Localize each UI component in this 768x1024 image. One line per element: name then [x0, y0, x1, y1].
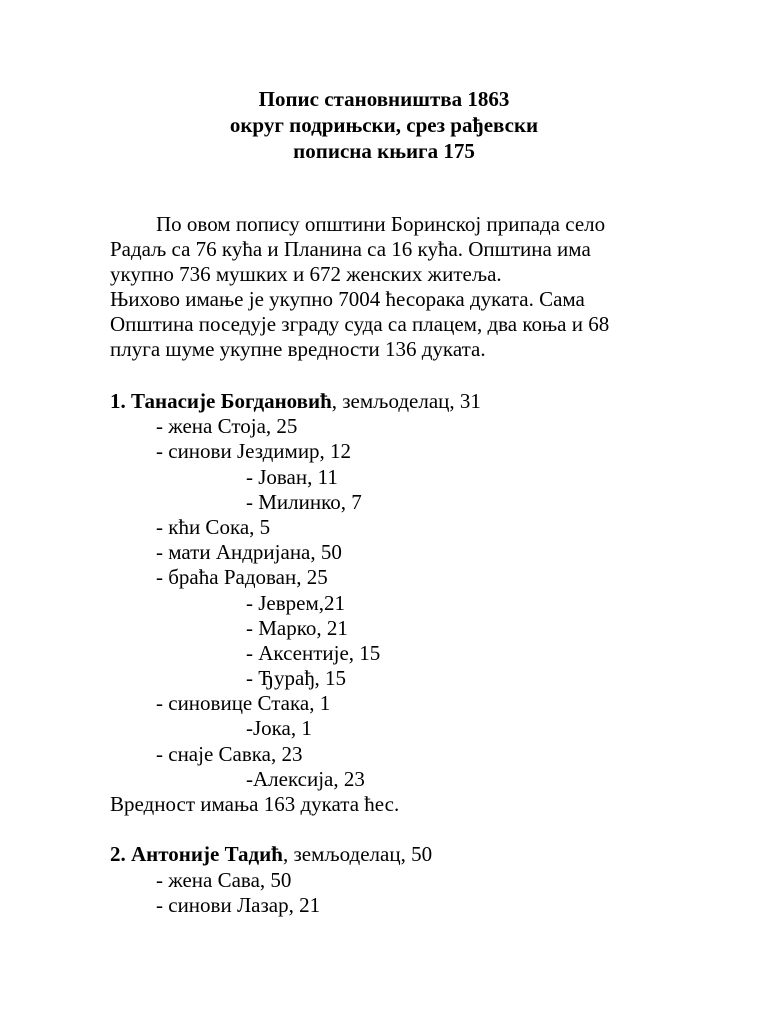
household-member: - Марко, 21	[246, 615, 348, 640]
document-title	[0, 86, 768, 164]
household-head-name: 2. Антоније Тадић	[110, 842, 283, 867]
household-member: - Ђурађ, 15	[246, 666, 346, 691]
household-head	[110, 842, 670, 867]
household-member: - синови Јездимир, 12	[156, 439, 352, 464]
household-member: - Јован, 11	[246, 464, 338, 489]
household-member: - кћи Сока, 5	[156, 514, 271, 539]
household-member: -Алексија, 23	[246, 766, 365, 791]
intro-line: Општина поседује зграду суда са плацем, два коња и 68	[110, 312, 610, 336]
household-member: - снаје Савка, 23	[156, 741, 303, 766]
household-member: - браћа Радован, 25	[156, 565, 328, 590]
intro-line: укупно 736 мушких и 672 женских житеља.	[110, 262, 502, 286]
household-member: - синови Лазар, 21	[156, 892, 321, 917]
household-member: - Милинко, 7	[246, 489, 362, 514]
household-member: - жена Стоја, 25	[156, 414, 298, 439]
intro-line: По овом попису општини Боринској припада село	[156, 212, 606, 236]
household-list	[110, 389, 670, 918]
household-head	[110, 389, 670, 414]
household-wealth: Вредност имања 163 дуката ћес.	[110, 792, 400, 816]
household-head-details: , земљоделац, 31	[331, 389, 481, 413]
title-line-1: Попис становништва 1863	[258, 87, 510, 111]
household-member: - жена Сава, 50	[156, 867, 292, 892]
household-head-name: 1. Танасије Богдановић	[110, 389, 332, 413]
intro-line: Њихово имање је укупно 7004 ћесорака дуката. Сама	[110, 287, 585, 311]
household-member: - Јеврем,21	[246, 590, 346, 615]
intro-paragraph	[110, 212, 670, 362]
intro-line: плуга шуме укупне вредности 136 дуката.	[110, 337, 486, 361]
blank-line	[110, 817, 670, 842]
household-member: - Аксентије, 15	[246, 640, 381, 665]
title-line-2: округ подрињски, срез рађевски	[229, 113, 539, 137]
intro-line: Радаљ са 76 кућа и Планина са 16 кућа. Општина има	[110, 237, 591, 261]
household-member: - мати Андријана, 50	[156, 540, 342, 565]
title-line-3: пописна књига 175	[293, 139, 475, 163]
household-head-details: , земљоделац, 50	[282, 842, 433, 867]
household-member: -Јока, 1	[246, 716, 312, 741]
household-member: - синовице Стака, 1	[156, 691, 331, 716]
